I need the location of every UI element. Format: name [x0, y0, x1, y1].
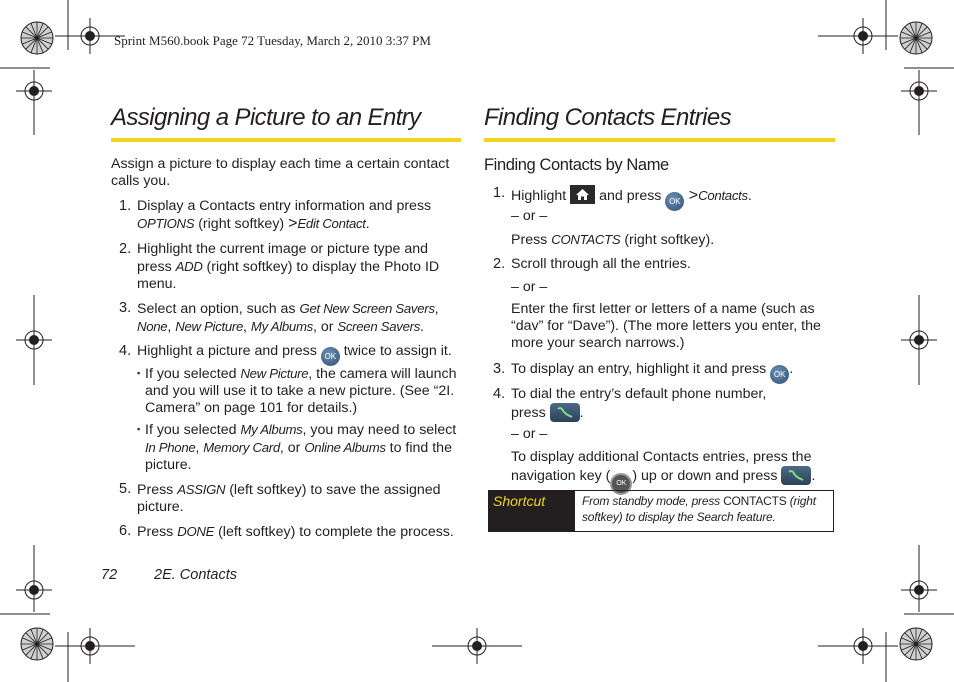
left-intro: Assign a picture to display each time a certain contact calls you.	[111, 156, 450, 190]
right-or-2: – or –	[511, 279, 548, 295]
shortcut-label: Shortcut	[493, 493, 546, 509]
left-step-2: 2. Highlight the current image or picture type and press ADD (right softkey) to display the Photo ID menu.	[119, 241, 440, 293]
left-step-1: 1. Display a Contacts entry information and press OPTIONS (right softkey) >Edit Contact.	[119, 198, 432, 233]
right-or-3: – or –	[511, 426, 548, 442]
page-number: 72	[101, 567, 118, 583]
left-section-title: Assigning a Picture to an Entry	[111, 104, 421, 131]
right-step-1: 1. Highlight and press OK >Contacts.	[493, 185, 838, 211]
send-key-icon	[550, 403, 580, 422]
right-or-1: – or –	[511, 208, 548, 224]
right-title-rule	[484, 138, 835, 142]
send-key-icon	[781, 466, 811, 485]
ok-button-icon: OK	[770, 365, 789, 384]
right-press-contacts: Press CONTACTS (right softkey).	[511, 232, 715, 248]
shortcut-text: From standby mode, press CONTACTS (right softkey) to display the Search feature.	[582, 494, 816, 524]
section-name: 2E. Contacts	[154, 567, 238, 583]
nav-key-icon: OK	[610, 473, 632, 495]
right-enter-letters: Enter the first letter or letters of a name (such as “dav” for “Dave”). (The more letters you enter, the more your search narrows.)	[511, 301, 821, 352]
right-step-3: 3. To display an entry, highlight it and press OK .	[493, 361, 838, 384]
right-step-2: 2. Scroll through all the entries.	[493, 256, 691, 272]
shortcut-box	[488, 490, 834, 532]
right-additional-entries: To display additional Contacts entries, press the navigation key ( OK ) up or down and press .	[511, 449, 833, 495]
ok-button-icon: OK	[665, 192, 684, 211]
left-step-4: 4. Highlight a picture and press OK twice to assign it.	[119, 343, 466, 366]
home-icon	[570, 185, 595, 204]
right-subtitle: Finding Contacts by Name	[484, 156, 669, 174]
left-bullet-1: ▪ If you selected New Picture, the camera will launch and you will use it to take a new picture. (See “2I. Camera” on page 101 for details.)	[137, 366, 457, 417]
left-step-5: 5. Press ASSIGN (left softkey) to save the assigned picture.	[119, 481, 441, 516]
left-step-6: 6. Press DONE (left softkey) to complete the process.	[119, 523, 454, 540]
registration-star-icon	[21, 22, 53, 54]
left-step-3: 3. Select an option, such as Get New Screen Savers, None, New Picture, My Albums, or Screen Savers.	[119, 300, 439, 336]
book-header: Sprint M560.book Page 72 Tuesday, March 2, 2010 3:37 PM	[114, 33, 431, 48]
right-section-title: Finding Contacts Entries	[484, 104, 732, 131]
registration-star-icon	[900, 22, 932, 54]
shortcut-label-cell	[489, 491, 575, 531]
right-step-4: 4. To dial the entry’s default phone number, press .	[493, 386, 767, 422]
left-title-rule	[111, 138, 461, 142]
ok-button-icon: OK	[321, 347, 340, 366]
left-bullet-2: ▪ If you selected My Albums, you may need to select In Phone, Memory Card, or Online Albums to find the picture.	[137, 422, 457, 474]
registration-star-icon	[21, 628, 53, 660]
registration-star-icon	[900, 628, 932, 660]
